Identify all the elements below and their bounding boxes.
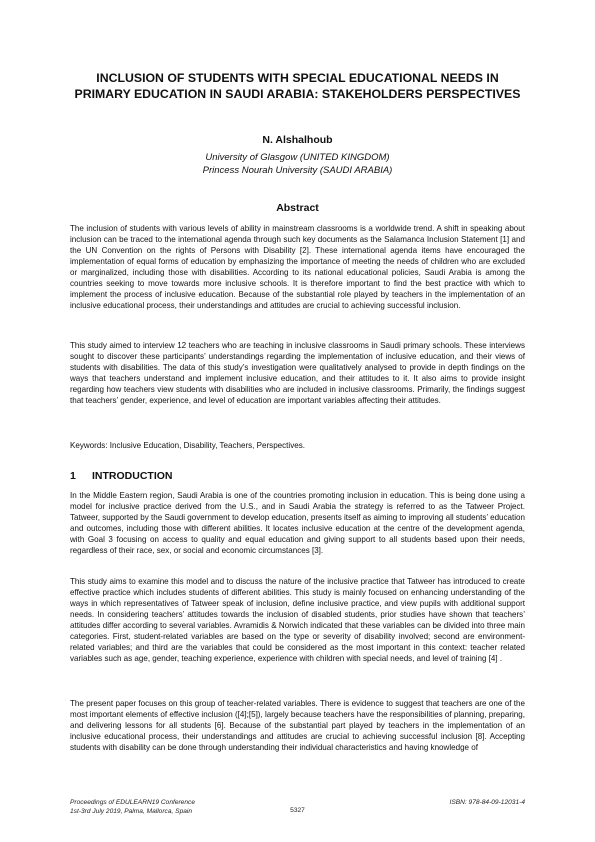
abstract-heading: Abstract: [276, 202, 319, 214]
body-paragraph-3: The present paper focuses on this group of teacher-related variables. There is evidence to suggest that teachers are one of the most important elements of effective inclusion ([4];[5]), largely because teachers have the responsibilities of planning, preparing, and delivering lessons for all students [6]. Because of the substantial part played by teachers in the implementation of an inclusive educational process, their understandings and attitudes are crucial to achieving successful inclusion [8]. Accepting students with disability can be done through understanding their individual characteristics and having knowledge of: [70, 699, 525, 753]
abstract-paragraph-1: The inclusion of students with various levels of ability in mainstream classrooms is a worldwide trend. A shift in speaking about inclusion can be traced to the international agenda through such key documents as the Salamanca Inclusion Statement [1] and the UN Convention on the rights of Persons with Disability [2]. These international agenda items have encouraged the implementation of equal forms of education by emphasizing the importance of meeting the needs of children who are excluded or marginalized, including those with disabilities. According to its national educational policies, Saudi Arabia is among the countries seeking to move towards more inclusive schools. It is therefore important to find the best practice with which to implement the process of inclusive education. Because of the substantial role played by teachers in the implementation of an inclusive educational process, their understandings and attitudes are crucial to achieving successful inclusion.: [70, 224, 525, 311]
author-name: N. Alshalhoub: [262, 134, 333, 146]
body-paragraph-2: This study aims to examine this model and to discuss the nature of the inclusive practice that Tatweer has introduced to create effective practice which includes students of different abilities. This study is mainly focused on enhancing understanding of the ways in which representatives of Tatweer speak of inclusion, define inclusive practice, and view pupils with additional support needs. In considering teachers’ attitudes towards the inclusion of disabled students, prior studies have shown that teachers’ attitudes differ according to several variables. Avramidis & Norwich indicated that these variables can be divided into three main categories. First, student-related variables are based on the type or severity of disability involved; second are environment-related variables; and third are the variables that could be considered as the most important in this context: teacher related variables such as age, gender, teaching experience, experience with children with special needs, and level of training [4] .: [70, 577, 525, 664]
footer-proceedings-line-2: 1st-3rd July 2019, Palma, Mallorca, Spain: [70, 808, 193, 815]
section-title: INTRODUCTION: [92, 470, 173, 482]
section-heading-introduction: [70, 470, 525, 482]
footer-proceedings-line-1: Proceedings of EDULEARN19 Conference: [70, 799, 195, 806]
paper-title: INCLUSION OF STUDENTS WITH SPECIAL EDUCATIONAL NEEDS IN PRIMARY EDUCATION IN SAUDI ARABIA: STAKEHOLDERS PERSPECTIVES: [74, 71, 521, 101]
abstract-paragraph-2: This study aimed to interview 12 teachers who are teaching in inclusive classrooms in Saudi primary schools. These interviews sought to discover these participants’ understandings regarding the implementation of inclusive education, and their views of students with disabilities. The data of this study’s investigation were qualitatively analysed to provide in depth findings on the ways that teachers understand and implement inclusive education, and their attitudes to it. It also aims to provide insight regarding how teachers view students with disabilities who are included in inclusive classrooms. Primarily, the findings suggest that teachers’ gender, experience, and level of education are important variables affecting their attitudes.: [70, 341, 525, 406]
page-number: 5327: [290, 807, 305, 814]
affiliation-1: University of Glasgow (UNITED KINGDOM): [205, 152, 390, 163]
body-paragraph-1: In the Middle Eastern region, Saudi Arabia is one of the countries promoting inclusion in education. This is being done using a model for inclusive practice derived from the U.S., and in Saudi Arabia the strategy is referred to as the Tatweer Project. Tatweer, supported by the Saudi government to develop education, presents itself as aiming to improving all students’ education and outcomes, including those with different abilities. It locates inclusive education at the centre of the development agenda, with Goal 3 focusing on access to quality and equal education and giving support to all students based upon their needs, regardless of their race, sex, or social and economic circumstances [3].: [70, 491, 525, 556]
affiliation-2: Princess Nourah University (SAUDI ARABIA): [202, 165, 393, 176]
section-number: 1: [70, 470, 76, 482]
footer-isbn: ISBN: 978-84-09-12031-4: [449, 799, 525, 806]
keywords: Keywords: Inclusive Education, Disability, Teachers, Perspectives.: [70, 441, 305, 450]
